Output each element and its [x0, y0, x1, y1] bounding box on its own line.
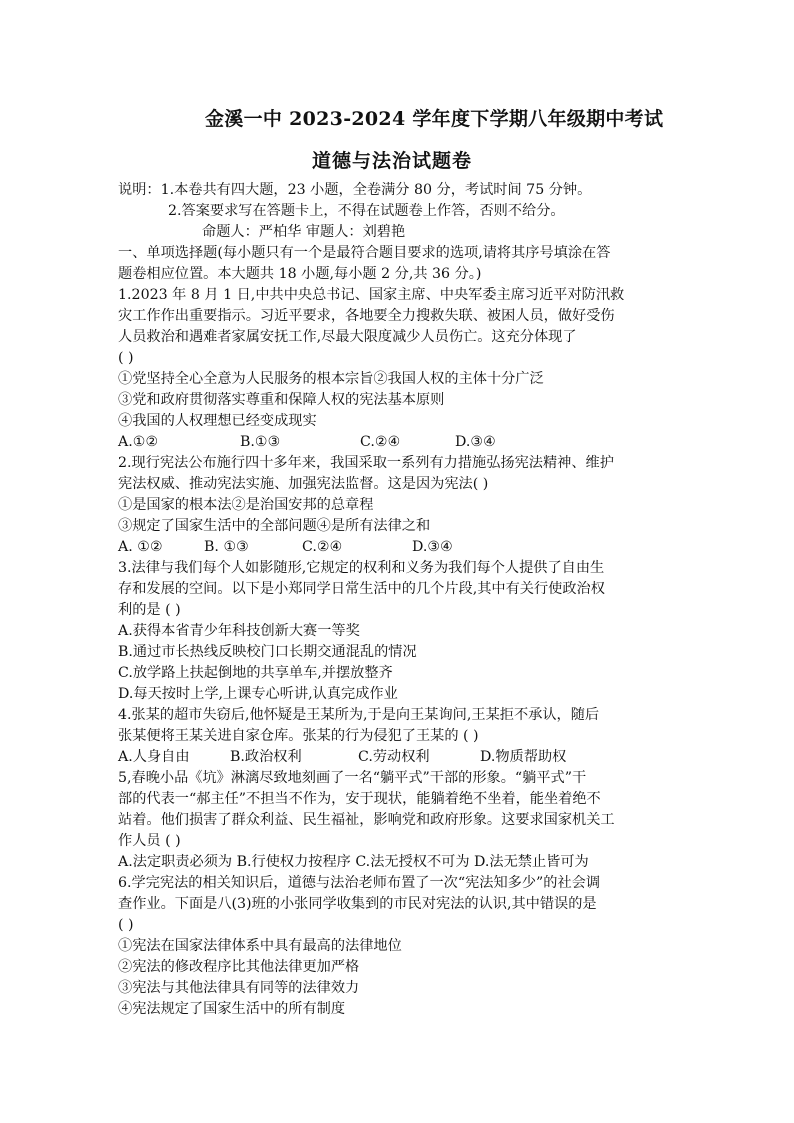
- q3-stem-line-3: 利的是 ( ): [118, 602, 181, 618]
- instructions-line-2: 2.答案要求写在答题卡上，不得在试题卷上作答，否则不给分。: [168, 203, 565, 219]
- q1-option-c: C.②④: [360, 434, 401, 450]
- q2-stem-line-1: 2.现行宪法公布施行四十多年来，我国采取一系列有力措施弘扬宪法精神、维护: [118, 455, 614, 471]
- q5-stem-line-2: 部的代表一“郝主任”不担当不作为，安于现状，能躺着绝不坐着，能坐着绝不: [118, 791, 601, 807]
- q4-stem-line-1: 4.张某的超市失窃后,他怀疑是王某所为,于是向王某询问,王某拒不承认，随后: [118, 707, 600, 723]
- q1-stem-line-3: 人员救治和遇难者家属安抚工作,尽最大限度减少人员伤亡。这充分体现了: [118, 329, 577, 345]
- q6-statement-4: ④宪法规定了国家生活中的所有制度: [118, 1001, 346, 1017]
- instructions-line-1: 说明：1.本卷共有四大题，23 小题，全卷满分 80 分，考试时间 75 分钟。: [118, 182, 592, 198]
- q1-statement-3: ④我国的人权理想已经变成现实: [118, 413, 317, 429]
- q1-option-a: A.①②: [118, 434, 159, 450]
- q3-stem-line-2: 存和发展的空间。以下是小郑同学日常生活中的几个片段,其中有关行使政治权: [118, 581, 605, 597]
- q2-option-b: B. ①③: [204, 539, 249, 555]
- q6-stem-line-2: 查作业。下面是八(3)班的小张同学收集到的市民对宪法的认识,其中错误的是: [118, 896, 597, 912]
- q1-statement-2: ③党和政府贯彻落实尊重和保障人权的宪法基本原则: [118, 392, 445, 408]
- q5-stem-line-4: 作人员 ( ): [118, 833, 181, 849]
- q3-stem-line-1: 3.法律与我们每个人如影随形,它规定的权利和义务为我们每个人提供了自由生: [118, 560, 605, 576]
- q6-statement-1: ①宪法在国家法律体系中具有最高的法律地位: [118, 938, 402, 954]
- exam-subtitle: 道德与法治试题卷: [312, 150, 473, 172]
- q4-option-a: A.人身自由: [118, 749, 190, 765]
- q1-statement-1: ①党坚持全心全意为人民服务的根本宗旨②我国人权的主体十分广泛: [118, 371, 544, 387]
- authors-line: 命题人：严柏华 审题人：刘碧艳: [202, 224, 406, 240]
- q3-option-a: A.获得本省青少年科技创新大赛一等奖: [118, 623, 360, 639]
- q6-stem-line-1: 6.学完宪法的相关知识后，道德与法治老师布置了一次“宪法知多少”的社会调: [118, 875, 601, 891]
- q1-option-d: D.③④: [455, 434, 496, 450]
- q2-option-d: D.③④: [412, 539, 453, 555]
- q1-option-b: B.①③: [240, 434, 281, 450]
- q4-option-b: B.政治权利: [230, 749, 302, 765]
- q2-statement-2: ③规定了国家生活中的全部问题④是所有法律之和: [118, 518, 431, 534]
- q6-statement-3: ③宪法与其他法律具有同等的法律效力: [118, 980, 360, 996]
- q4-stem-line-2: 张某便将王某关进自家仓库。张某的行为侵犯了王某的 ( ): [118, 728, 479, 744]
- q2-option-c: C.②④: [302, 539, 343, 555]
- q2-stem-line-2: 宪法权威、推动宪法实施、加强宪法监督。这是因为宪法( ): [118, 476, 489, 492]
- q2-option-a: A. ①②: [118, 539, 163, 555]
- q5-stem-line-1: 5,春晚小品《坑》淋漓尽致地刻画了一名“躺平式”干部的形象。“躺平式”干: [118, 770, 587, 786]
- q4-option-c: C.劳动权利: [358, 749, 430, 765]
- section-1-heading: 一、单项选择题(每小题只有一个是最符合题目要求的选项,请将其序号填涂在答: [118, 245, 611, 261]
- q1-stem-line-1: 1.2023 年 8 月 1 日,中共中央总书记、国家主席、中央军委主席习近平对防汛救: [118, 287, 625, 303]
- q3-option-b: B.通过市长热线反映校门口长期交通混乱的情况: [118, 644, 417, 660]
- q2-statement-1: ①是国家的根本法②是治国安邦的总章程: [118, 497, 374, 513]
- q3-option-d: D.每天按时上学,上课专心听讲,认真完成作业: [118, 686, 398, 702]
- q5-options: A.法定职责必须为 B.行使权力按程序 C.法无授权不可为 D.法无禁止皆可为: [118, 854, 589, 870]
- q5-stem-line-3: 站着。他们损害了群众利益、民生福祉，影响党和政府形象。这要求国家机关工: [118, 812, 615, 828]
- q1-answer-blank: ( ): [118, 350, 134, 366]
- q3-option-c: C.放学路上扶起倒地的共享单车,并摆放整齐: [118, 665, 393, 681]
- q4-option-d: D.物质帮助权: [480, 749, 567, 765]
- section-1-heading-cont: 题卷相应位置。本大题共 18 小题,每小题 2 分,共 36 分。): [118, 266, 482, 282]
- exam-title: 金溪一中 2023-2024 学年度下学期八年级期中考试: [205, 108, 664, 130]
- q6-statement-2: ②宪法的修改程序比其他法律更加严格: [118, 959, 360, 975]
- q1-stem-line-2: 灾工作作出重要指示。习近平要求，各地要全力搜救失联、被困人员，做好受伤: [118, 308, 615, 324]
- q6-answer-blank: ( ): [118, 917, 134, 933]
